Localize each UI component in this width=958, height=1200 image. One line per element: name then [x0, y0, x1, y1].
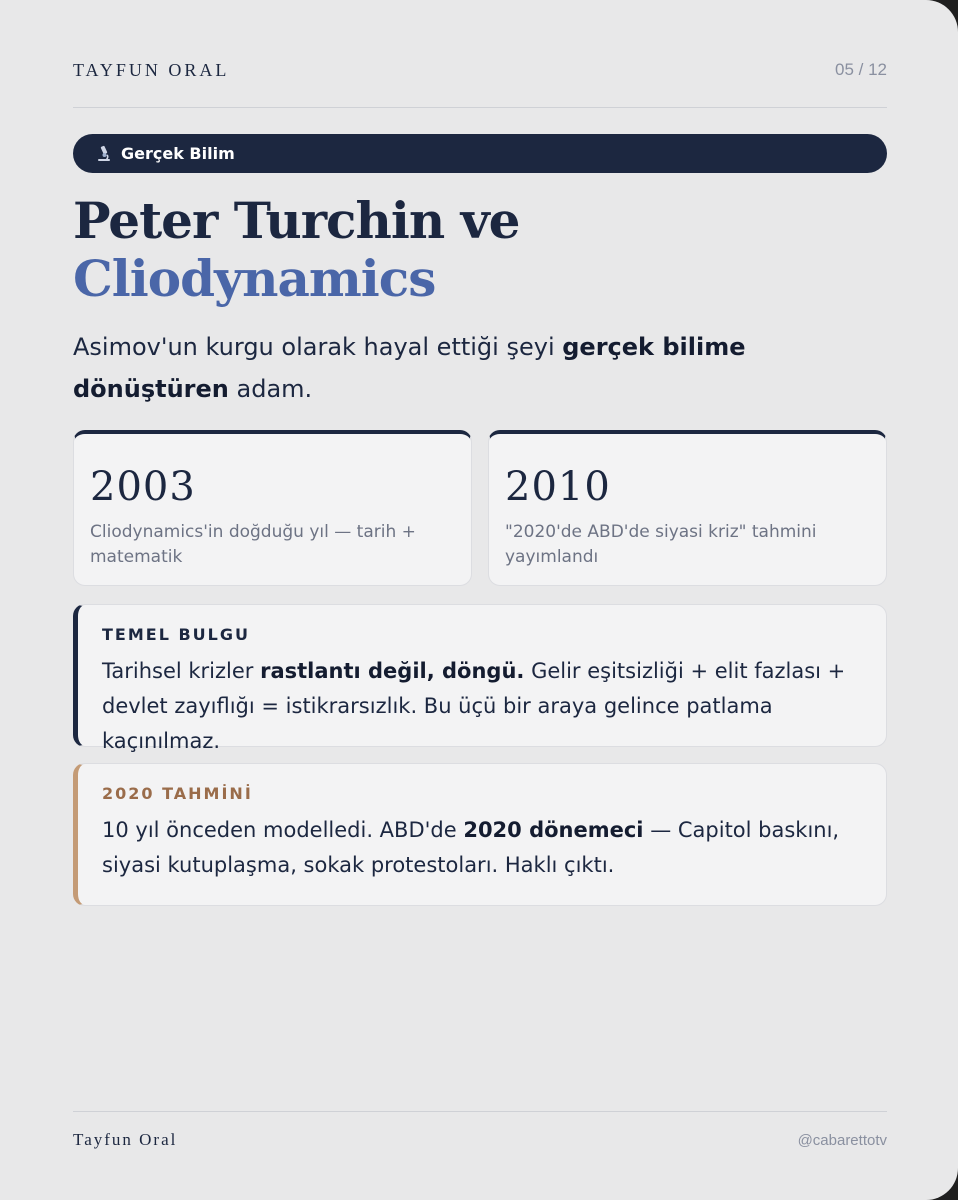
stat-card-2010 [488, 430, 887, 586]
prediction-card [73, 763, 887, 906]
card-body [102, 654, 862, 759]
subtitle [73, 326, 887, 410]
card-kicker: 2020 TAHMİNİ [102, 784, 253, 803]
title-line-1: Peter Turchin ve [73, 191, 520, 250]
subtitle-end: adam. [228, 375, 313, 403]
footer-divider [73, 1111, 887, 1112]
stat-card-2003 [73, 430, 472, 586]
page-counter: 05 / 12 [835, 60, 887, 79]
subtitle-emphasis: gerçek bilime dönüştüren [73, 333, 746, 403]
footer-handle: @cabarettotv [797, 1132, 887, 1149]
key-finding-card [73, 604, 887, 753]
page-title [73, 192, 887, 308]
header-divider [73, 107, 887, 108]
category-tag [73, 134, 887, 173]
stat-year: 2003 [90, 464, 196, 510]
stat-description: "2020'de ABD'de siyasi kriz" tahmini yayımlandı [505, 522, 817, 567]
card-text: Tarihsel krizler [102, 659, 261, 683]
microscope-icon [95, 145, 113, 163]
footer-author: Tayfun Oral [73, 1130, 178, 1149]
card-kicker: TEMEL BULGU [102, 625, 250, 644]
card-text: 10 yıl önceden modelledi. ABD'de [102, 818, 464, 842]
category-label: Gerçek Bilim [121, 144, 235, 163]
title-line-2: Cliodynamics [73, 249, 436, 308]
card-text-end: — Capitol baskını, siyasi kutuplaşma, sokak protestoları. Haklı çıktı. [102, 818, 840, 877]
card-emphasis: 2020 dönemeci [463, 818, 644, 842]
subtitle-text: Asimov'un kurgu olarak hayal ettiği şeyi [73, 333, 563, 361]
card-emphasis: rastlantı değil, döngü. [260, 659, 525, 683]
card-text-end: Gelir eşitsizliği + elit fazlası + devlet zayıflığı = istikrarsızlık. Bu üçü bir araya gelince patlama kaçınılmaz. [102, 659, 846, 753]
brand-name: TAYFUN ORAL [73, 60, 230, 80]
slide-header [73, 58, 887, 86]
card-body [102, 813, 862, 883]
stat-description: Cliodynamics'in doğduğu yıl — tarih + matematik [90, 522, 416, 567]
stat-year: 2010 [505, 464, 611, 510]
